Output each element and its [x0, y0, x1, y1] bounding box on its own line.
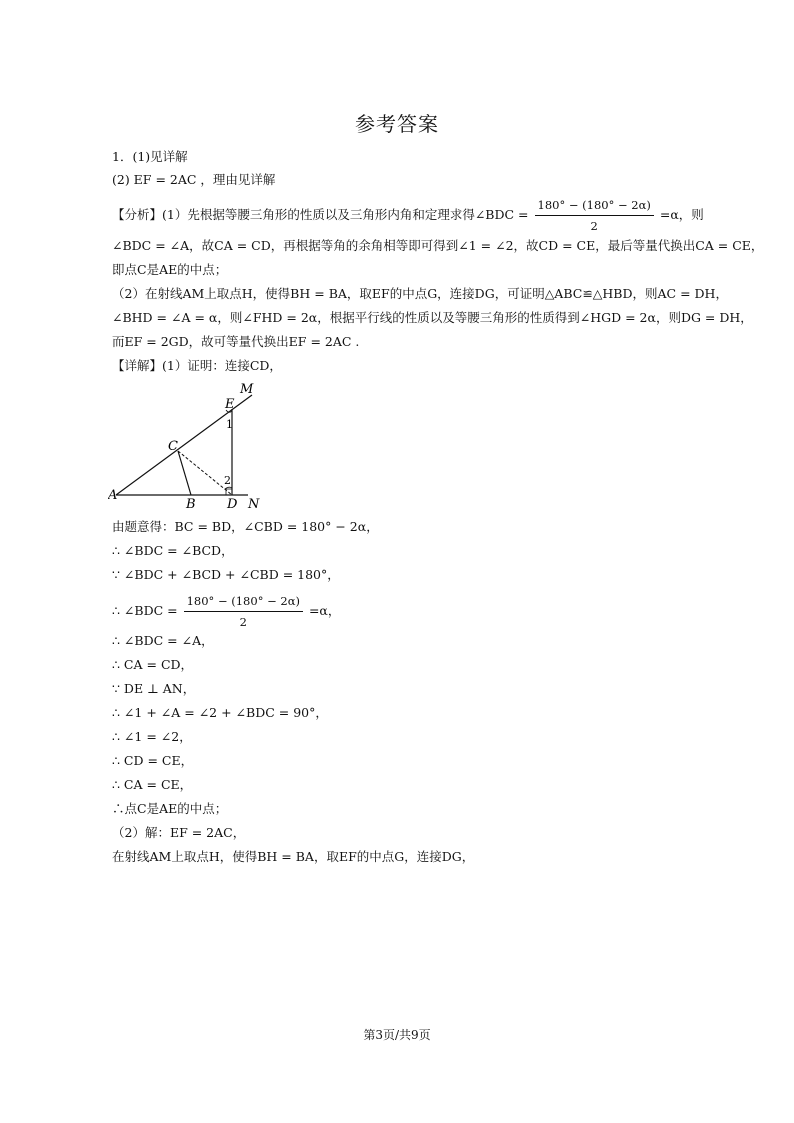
step-12: ∴点C是AE的中点； [112, 801, 228, 816]
step-2: ∴ ∠BDC = ∠BCD， [112, 543, 234, 558]
analysis-line1-text: 【分析】(1）先根据等腰三角形的性质以及三角形内角和定理求得∠BDC = [112, 207, 529, 222]
step-3: ∵ ∠BDC + ∠BCD + ∠CBD = 180°， [112, 567, 340, 582]
label-m: M [240, 382, 254, 397]
step-10: ∴ CD = CE， [112, 753, 194, 768]
label-a: A [108, 488, 118, 503]
analysis-line5: ∠BHD = ∠A = α，则∠FHD = 2α，根据平行线的性质以及等腰三角形的性质得到∠HGD = 2α，则DG = DH， [112, 310, 753, 325]
geometry-figure [108, 378, 268, 512]
step-14: 在射线AM上取点H，使得BH = BA，取EF的中点G，连接DG， [112, 849, 475, 864]
step-1: 由题意得：BC = BD，∠CBD = 180° − 2α， [112, 519, 379, 534]
fraction-numerator: 180° − (180° − 2α) [184, 592, 303, 612]
step-8: ∴ ∠1 + ∠A = ∠2 + ∠BDC = 90°， [112, 705, 328, 720]
analysis-line6: 而EF = 2GD，故可等量代换出EF = 2AC . [112, 334, 360, 349]
fraction-denominator: 2 [590, 219, 598, 233]
label-e: E [225, 397, 235, 412]
label-n: N [248, 497, 260, 512]
q1-part2: (2) EF = 2AC ，理由见详解 [112, 172, 276, 187]
step-4 [112, 592, 340, 631]
step-4-fraction [184, 592, 303, 631]
analysis-line2: ∠BDC = ∠A，故CA = CD，再根据等角的余角相等即可得到∠1 = ∠2，故CD = CE，最后等量代换出CA = CE， [112, 238, 764, 253]
label-angle-2: 2 [224, 474, 231, 487]
step-11: ∴ CA = CE， [112, 777, 193, 792]
analysis-line4: （2）在射线AM上取点H，使得BH = BA，取EF的中点G，连接DG，可证明△ABC≌△HBD，则AC = DH， [112, 286, 728, 301]
label-d: D [227, 497, 238, 512]
label-b: B [186, 497, 196, 512]
label-c: C [168, 439, 178, 454]
analysis-fraction [535, 196, 654, 235]
step-6: ∴ CA = CD， [112, 657, 194, 672]
page-footer: 第3页/共9页 [363, 1028, 431, 1042]
step-5: ∴ ∠BDC = ∠A， [112, 633, 214, 648]
page-title: 参考答案 [355, 112, 439, 136]
step-13: （2）解：EF = 2AC， [112, 825, 246, 840]
segment-cb [178, 451, 191, 495]
step-9: ∴ ∠1 = ∠2， [112, 729, 192, 744]
step-7: ∵ DE ⊥ AN， [112, 681, 196, 696]
step-4-text: ∴ ∠BDC = [112, 603, 178, 618]
fraction-denominator: 2 [239, 615, 247, 629]
segment-cd-dashed [178, 451, 232, 495]
detail-intro: 【详解】(1）证明：连接CD， [112, 358, 282, 373]
analysis-line1 [112, 196, 704, 235]
step-4-tail: =α， [308, 603, 341, 618]
fraction-numerator: 180° − (180° − 2α) [535, 196, 654, 216]
analysis-line3: 即点C是AE的中点； [112, 262, 228, 277]
analysis-line1-tail: =α，则 [659, 207, 704, 222]
label-angle-1: 1 [226, 418, 233, 431]
q1-part1: 1．(1)见详解 [112, 149, 188, 164]
